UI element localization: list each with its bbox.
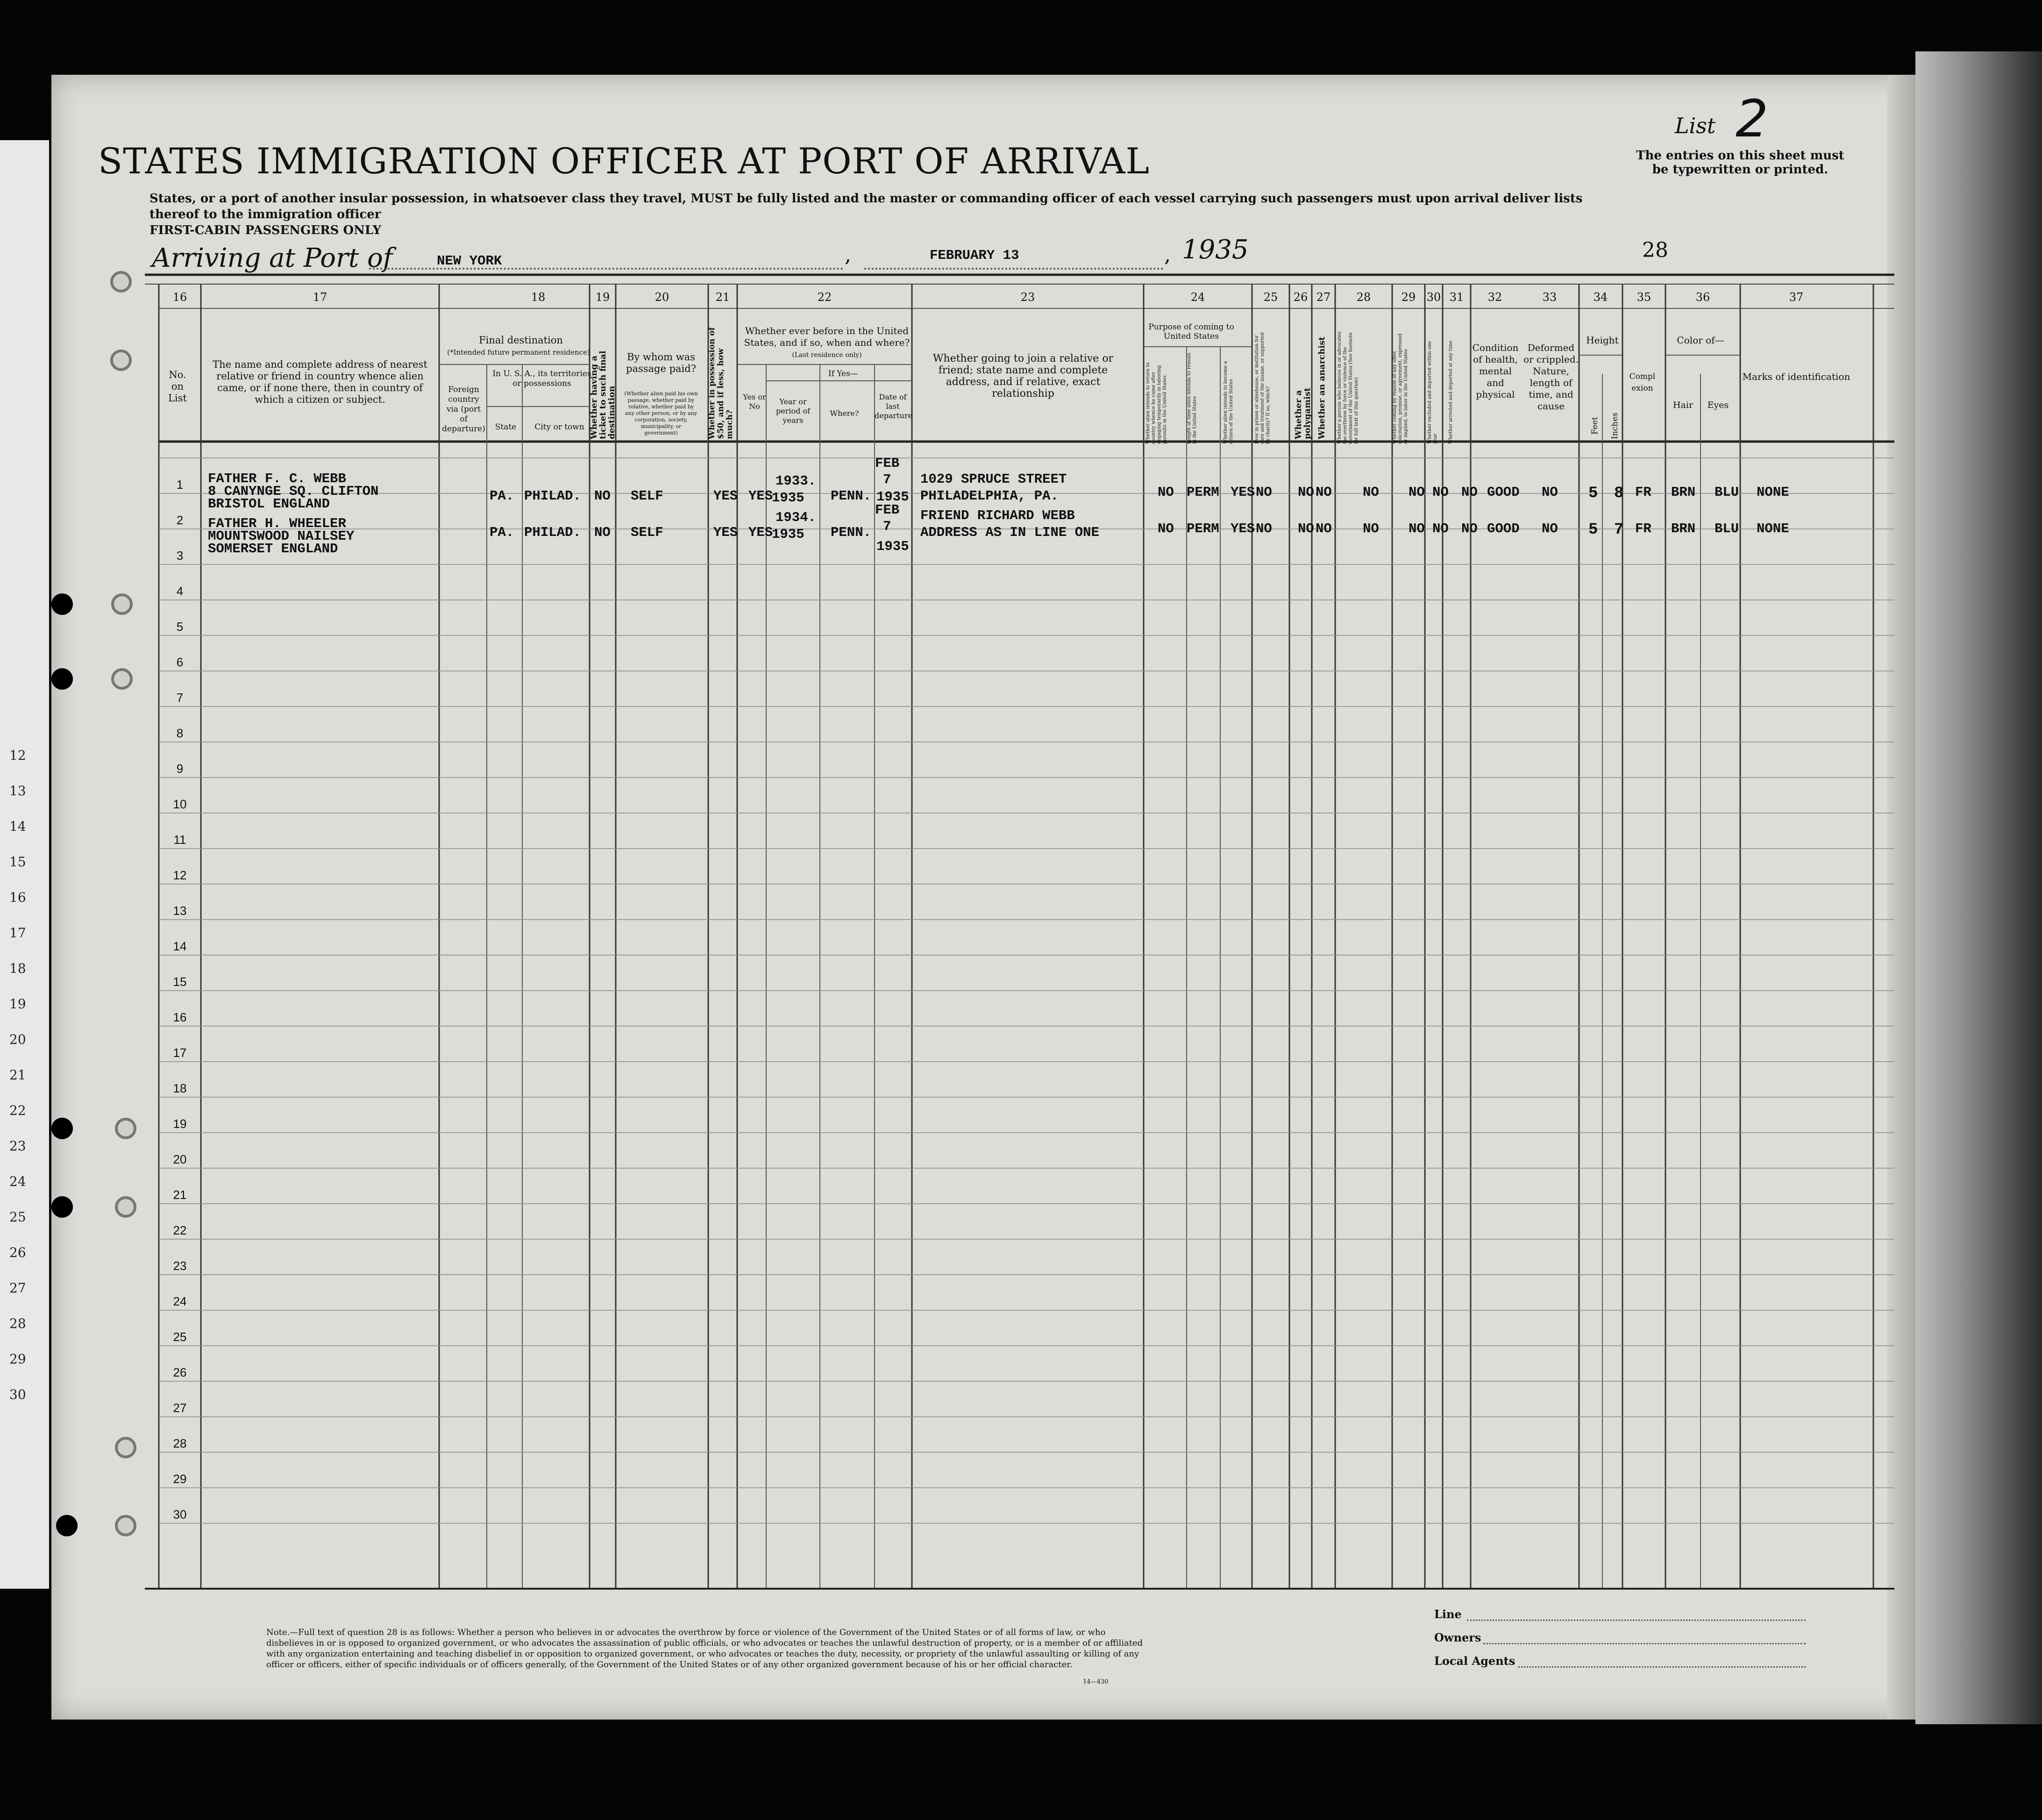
col-30-header: Whether excluded and deported within one year: [1427, 341, 1438, 444]
row-number: 27: [173, 1401, 187, 1415]
col-20-title: By whom was passage paid?: [626, 351, 696, 374]
row-number: 4: [176, 584, 184, 598]
prison-or-charity: NO: [1256, 485, 1272, 500]
edge-number: 19: [9, 996, 26, 1012]
length-of-stay: PERM: [1187, 485, 1219, 500]
col-20-note: (Whether alien paid his own passage, whether paid by relative, whether paid by any other person, or by any corporation, society, municipality, or government): [624, 391, 698, 436]
arriving-label: Arriving at Port of: [152, 243, 393, 273]
length-of-stay: PERM: [1187, 521, 1219, 536]
question-28: NO: [1363, 485, 1379, 500]
years-start: 1934.: [776, 510, 817, 525]
question-29: NO: [1409, 485, 1425, 500]
arrival-date: FEBRUARY 13: [930, 248, 1019, 263]
column-number: 23: [1020, 291, 1035, 304]
identification-marks: NONE: [1757, 521, 1789, 536]
row-number: 25: [173, 1330, 187, 1344]
col-22-title: Whether ever before in the United States, and if so, when and where?: [744, 325, 910, 348]
col-22-departure: Date of last departure: [875, 393, 912, 420]
row-number: 24: [173, 1294, 187, 1308]
column-number: 20: [655, 291, 669, 304]
ever-before-in-us: YES: [748, 525, 773, 540]
col-18-foreign: Foreign country via (port of departure): [442, 385, 485, 434]
col-24-title: Purpose of coming to United States: [1148, 322, 1234, 341]
row-number: 13: [173, 904, 187, 918]
page-number: 28: [1642, 238, 1668, 262]
row-number: 12: [173, 868, 187, 882]
col-17-header: The name and complete address of nearest relative or friend in country whence alien came, or if none there, then in country of which a citizen or subject.: [213, 359, 427, 405]
identification-marks: NONE: [1757, 485, 1789, 500]
column-number: 34: [1593, 291, 1608, 304]
col-24-return: Whether alien intends to return to country whence he came after engaging temporarily in laboring pursuits in the United States: [1146, 362, 1167, 444]
row-number: 11: [173, 833, 186, 847]
departure-month: FEB: [875, 456, 900, 471]
column-number: 24: [1190, 291, 1205, 304]
col-28-header: Whether a person who believes in or advocates the overthrow by force or violence of the Government of the United States (See footnote for full text of this question): [1337, 331, 1359, 444]
col-22-yesno: Yes or No: [743, 393, 766, 411]
edge-number: 26: [9, 1245, 26, 1260]
height-inches: 8: [1614, 485, 1624, 502]
edge-number: 12: [9, 748, 26, 763]
column-number: 37: [1789, 291, 1804, 304]
row-number: 7: [176, 691, 184, 705]
col-22-ifyes: If Yes—: [828, 369, 858, 378]
ticket-status: NO: [594, 488, 611, 504]
row-number: 22: [173, 1223, 187, 1237]
destination-city: PHILAD.: [524, 525, 581, 540]
polygamist: NO: [1298, 485, 1314, 500]
col-34-inches: Inches: [1610, 413, 1620, 439]
col-18-title: Final destination: [479, 335, 563, 346]
edge-number: 25: [9, 1209, 26, 1225]
destination-state: PA.: [490, 525, 514, 540]
list-label: List: [1675, 113, 1716, 138]
relative-address-line: 8 CANYNGE SQ. CLIFTON: [208, 484, 379, 499]
become-citizen: YES: [1231, 521, 1255, 536]
row-number: 21: [173, 1188, 187, 1202]
edge-number: 23: [9, 1138, 26, 1154]
col-18-city: City or town: [534, 422, 584, 432]
fifty-dollars: YES: [713, 488, 738, 504]
row-number: 6: [176, 655, 184, 669]
row-number: 16: [173, 1010, 187, 1024]
height-inches: 7: [1614, 521, 1624, 539]
intro-text: States, or a port of another insular possession, in whatsoever class they travel, MUST be fully listed and the master or commanding officer of each vessel carrying such passengers must upon arrival deliver lists thereof to the immigration officer: [149, 192, 1583, 221]
hair-color: BRN: [1671, 521, 1696, 536]
column-number: 19: [595, 291, 610, 304]
col-21-header: Whether in possession of $50, and if less, how much?: [707, 327, 734, 439]
passenger-class: FIRST-CABIN PASSENGERS ONLY: [149, 223, 382, 237]
join-line-2: PHILADELPHIA, PA.: [920, 488, 1059, 504]
arrested-deported: NO: [1461, 485, 1478, 500]
typewritten-instruction: The entries on this sheet must be typewritten or printed.: [1636, 149, 1844, 177]
col-18-subtitle: (*Intended future permanent residence): [447, 348, 590, 357]
anarchist: NO: [1316, 521, 1332, 536]
return-intention: NO: [1158, 485, 1174, 500]
col-19-header: Whether having a ticket to such final destination: [589, 350, 617, 439]
edge-number: 24: [9, 1174, 26, 1189]
destination-city: PHILAD.: [524, 488, 581, 504]
column-number: 36: [1695, 291, 1710, 304]
edge-number: 30: [9, 1387, 26, 1402]
col-31-header: Whether arrested and deported at any time: [1448, 340, 1453, 444]
eye-color: BLU: [1715, 485, 1739, 500]
row-number: 26: [173, 1365, 187, 1379]
col-33-header: Deformed or crippled. Nature, length of time, and cause: [1523, 342, 1579, 412]
departure-day: 7: [883, 519, 891, 534]
col-34-title: Height: [1586, 335, 1619, 346]
col-36-hair: Hair: [1672, 400, 1693, 410]
row-number: 28: [173, 1436, 187, 1450]
departure-year: 1935: [876, 489, 909, 505]
local-agents-field[interactable]: [1518, 1666, 1806, 1668]
line-field[interactable]: [1467, 1620, 1806, 1621]
port-of-arrival: NEW YORK: [437, 253, 502, 269]
arrested-deported: NO: [1461, 521, 1478, 536]
form-title: STATES IMMIGRATION OFFICER AT PORT OF ARRIVAL: [98, 140, 1150, 182]
col-32-header: Condition of health, mental and physical: [1472, 342, 1519, 400]
col-26-header: Whether a polygamist: [1294, 387, 1312, 439]
column-number: 32: [1487, 291, 1502, 304]
local-agents-label: Local Agents: [1434, 1654, 1515, 1668]
join-line-1: 1029 SPRUCE STREET: [920, 471, 1067, 487]
relative-address-line: SOMERSET ENGLAND: [208, 541, 338, 557]
edge-number: 16: [9, 890, 26, 905]
deformed-crippled: NO: [1542, 485, 1558, 500]
column-number: 33: [1542, 291, 1557, 304]
col-29-header: Whether coming by reason of any offer, solicitation, promise, or agreement, expressed or implied, to labor in the United States: [1392, 333, 1409, 444]
col-18-usa: In U. S. A., its territories or possessions: [492, 369, 591, 388]
col-36-eyes: Eyes: [1707, 400, 1729, 410]
excluded-deported: NO: [1432, 521, 1449, 536]
anarchist: NO: [1316, 485, 1332, 500]
col-24-citizen: Whether alien intends to become a citizen of the United States: [1223, 361, 1234, 444]
question-28: NO: [1363, 521, 1379, 536]
join-line-1: FRIEND RICHARD WEBB: [920, 508, 1075, 523]
edge-number: 28: [9, 1316, 26, 1331]
edge-number: 20: [9, 1032, 26, 1047]
row-number: 5: [176, 620, 184, 634]
owners-label: Owners: [1434, 1631, 1481, 1644]
years-start: 1933.: [776, 473, 817, 489]
column-number: 31: [1449, 291, 1464, 304]
row-number: 18: [173, 1081, 187, 1095]
row-number: 23: [173, 1259, 187, 1273]
owners-field[interactable]: [1483, 1643, 1806, 1644]
return-intention: NO: [1158, 521, 1174, 536]
col-37-header: Marks of identification: [1742, 371, 1850, 382]
col-22-years: Year or period of years: [776, 397, 810, 425]
prison-or-charity: NO: [1256, 521, 1272, 536]
row-number: 8: [176, 726, 184, 740]
become-citizen: YES: [1231, 485, 1255, 500]
col-25-header: Ever in prison or almshouse, or institution for care and treatment of the insane, or supported by charity? If so, which?: [1254, 332, 1271, 444]
column-number: 28: [1356, 291, 1371, 304]
departure-month: FEB: [875, 502, 900, 518]
column-number: 16: [172, 291, 187, 304]
column-number: 29: [1401, 291, 1416, 304]
col-36-title: Color of—: [1677, 335, 1724, 346]
excluded-deported: NO: [1432, 485, 1449, 500]
years-end: 1935: [772, 490, 804, 506]
relative-address-line: FATHER H. WHEELER: [208, 516, 346, 531]
last-residence: PENN.: [831, 488, 872, 504]
column-number: 17: [313, 291, 327, 304]
column-number: 30: [1426, 291, 1441, 304]
column-number: 26: [1293, 291, 1308, 304]
health-condition: GOOD: [1487, 521, 1520, 536]
col-35-header: Complexion: [1629, 372, 1656, 393]
column-number: 25: [1263, 291, 1278, 304]
last-residence: PENN.: [831, 525, 872, 540]
col-24-length: Length of time alien intends to remain in the United States: [1187, 352, 1197, 444]
column-number: 35: [1636, 291, 1651, 304]
fifty-dollars: YES: [713, 525, 738, 540]
passage-paid-by: SELF: [631, 525, 663, 540]
row-number: 30: [173, 1507, 187, 1521]
edge-number: 21: [9, 1067, 26, 1083]
column-number: 22: [817, 291, 832, 304]
col-27-header: Whether an anarchist: [1317, 336, 1327, 439]
column-number: 27: [1316, 291, 1331, 304]
join-line-2: ADDRESS AS IN LINE ONE: [920, 525, 1099, 540]
arrival-year: 1935: [1182, 235, 1249, 265]
comma: ,: [1164, 243, 1171, 267]
complexion: FR: [1635, 485, 1651, 500]
departure-day: 7: [883, 472, 891, 487]
ticket-status: NO: [594, 525, 611, 540]
edge-number: 17: [9, 925, 26, 941]
relative-address-line: BRISTOL ENGLAND: [208, 496, 330, 512]
edge-number: 18: [9, 961, 26, 976]
hair-color: BRN: [1671, 485, 1696, 500]
height-feet: 5: [1588, 521, 1598, 539]
col-34-feet: Feet: [1590, 417, 1600, 435]
row-number: 20: [173, 1152, 187, 1166]
row-number: 29: [173, 1472, 187, 1486]
departure-year: 1935: [876, 539, 909, 554]
question-29: NO: [1409, 521, 1425, 536]
row-number: 3: [176, 549, 184, 563]
col-22-where: Where?: [830, 409, 859, 418]
passage-paid-by: SELF: [631, 488, 663, 504]
col-23-header: Whether going to join a relative or friend; state name and complete address, and if relative, exact relationship: [932, 353, 1114, 400]
col-18-state: State: [495, 422, 517, 432]
column-number: 21: [715, 291, 730, 304]
health-condition: GOOD: [1487, 485, 1520, 500]
edge-number: 15: [9, 854, 26, 870]
row-number: 2: [176, 513, 184, 527]
deformed-crippled: NO: [1542, 521, 1558, 536]
comma: ,: [845, 243, 851, 267]
polygamist: NO: [1298, 521, 1314, 536]
col-22-subtitle: (Last residence only): [792, 351, 862, 359]
col-16-header: No. on List: [168, 369, 187, 404]
edge-number: 22: [9, 1103, 26, 1118]
line-label: Line: [1434, 1607, 1462, 1621]
row-number: 1: [176, 478, 184, 492]
row-number: 15: [173, 975, 187, 989]
footnote-question-28: Note.—Full text of question 28 is as follows: Whether a person who believes in or advocates the overthrow by force or violence of the Government of the United States or of all forms of law, or who disbelieves in or is opposed to organized government, or who advocates the assassination of public officials, or who advocates or teaches the unlawful destruction of property, or is a member of or affiliated with any organization entertaining and teaching disbelief in or opposition to organized government, or who advocates or teaches the duty, necessity, or propriety of the unlawful assaulting or killing of any officer or officers, either of specific individuals or of officers generally, of the Government of the United States or of any other organized government because of his or her official character.: [266, 1627, 1143, 1670]
edge-number: 27: [9, 1280, 26, 1296]
destination-state: PA.: [490, 488, 514, 504]
height-feet: 5: [1588, 485, 1598, 502]
years-end: 1935: [772, 527, 804, 542]
edge-number: 13: [9, 783, 26, 799]
row-number: 9: [176, 762, 184, 776]
relative-address-line: FATHER F. C. WEBB: [208, 471, 346, 486]
complexion: FR: [1635, 521, 1651, 536]
row-number: 14: [173, 939, 187, 953]
column-number: 18: [531, 291, 546, 304]
row-number: 17: [173, 1046, 187, 1060]
eye-color: BLU: [1715, 521, 1739, 536]
ever-before-in-us: YES: [748, 488, 773, 504]
edge-number: 29: [9, 1351, 26, 1367]
form-number: 14—430: [1083, 1678, 1109, 1685]
row-number: 19: [173, 1117, 187, 1131]
edge-number: 14: [9, 819, 26, 834]
relative-address-line: MOUNTSWOOD NAILSEY: [208, 528, 355, 544]
list-number: 2: [1736, 89, 1768, 149]
row-number: 10: [173, 797, 187, 811]
